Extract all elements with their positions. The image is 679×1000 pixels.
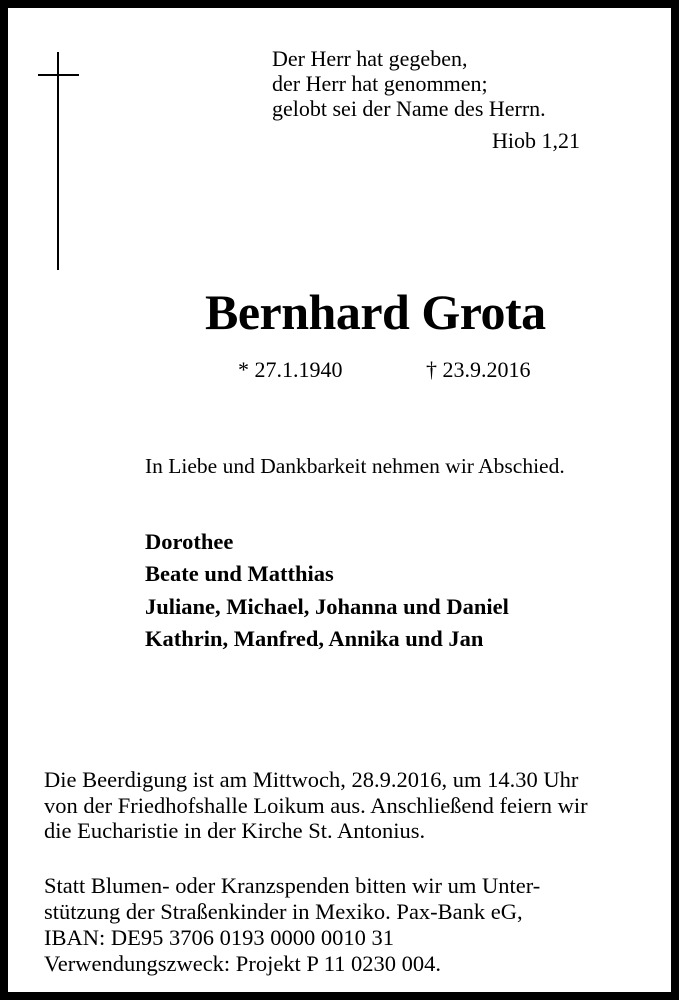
family-member: Kathrin, Manfred, Annika und Jan (145, 625, 484, 651)
funeral-line: die Eucharistie in der Kirche St. Antonius. (44, 818, 426, 843)
donation-line: Statt Blumen- oder Kranzspenden bitten wir um Unter- (44, 873, 541, 898)
quote-line: der Herr hat genommen; (272, 71, 488, 96)
funeral-info (44, 767, 588, 844)
quote-line: gelobt sei der Name des Herrn. (272, 96, 546, 121)
donation-info (44, 873, 540, 977)
birth-date: * 27.1.1940 (238, 357, 343, 382)
donation-line: Verwendungszweck: Projekt P 11 0230 004. (44, 951, 442, 976)
donation-line: stützung der Straßenkinder in Mexiko. Pax-Bank eG, (44, 899, 523, 924)
family-member: Beate und Matthias (145, 561, 334, 587)
quote-line: Der Herr hat gegeben, (272, 46, 468, 71)
donation-line: IBAN: DE95 3706 0193 0000 0010 31 (44, 925, 394, 950)
quote-reference: Hiob 1,21 (492, 128, 580, 153)
death-date: † 23.9.2016 (426, 357, 531, 382)
deceased-name: Bernhard Grota (205, 284, 546, 340)
funeral-line: Die Beerdigung ist am Mittwoch, 28.9.2016, um 14.30 Uhr (44, 767, 579, 792)
cross-horizontal-bar (38, 74, 79, 76)
funeral-line: von der Friedhofshalle Loikum aus. Anschließend feiern wir (44, 792, 588, 818)
farewell-text: In Liebe und Dankbarkeit nehmen wir Abschied. (145, 454, 565, 478)
family-member: Dorothee (145, 529, 234, 554)
cross-vertical-bar (57, 52, 59, 270)
family-member: Juliane, Michael, Johanna und Daniel (145, 593, 509, 619)
bible-quote (272, 46, 546, 121)
family-list (145, 526, 509, 655)
